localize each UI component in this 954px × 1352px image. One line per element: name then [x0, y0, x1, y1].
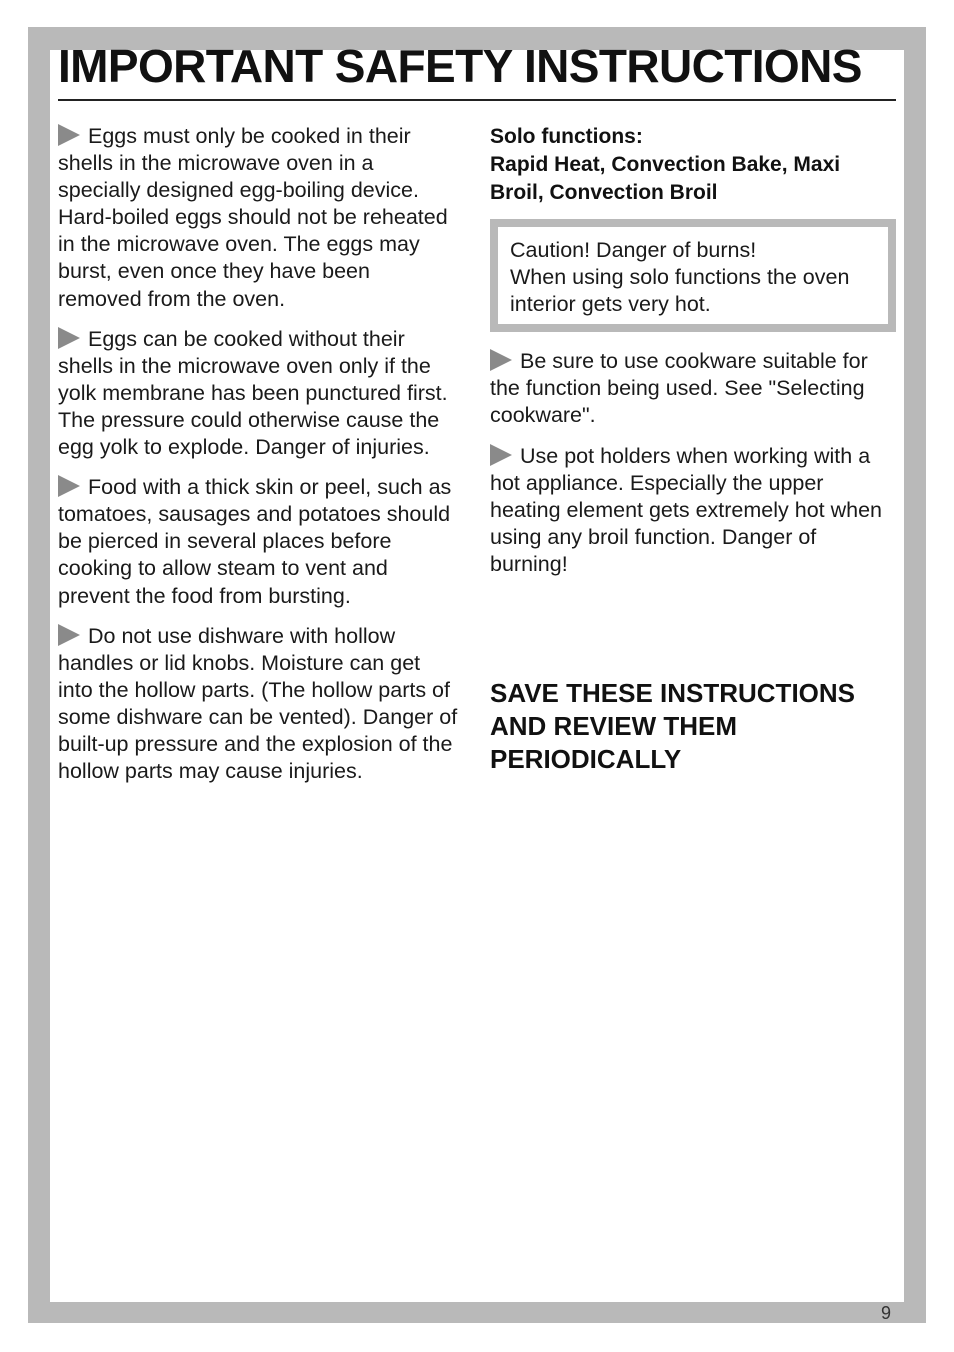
instruction-item — [58, 326, 458, 461]
instruction-item — [490, 443, 896, 578]
solo-functions-list: Rapid Heat, Convection Bake, Maxi Broil, Convection Broil — [490, 153, 841, 204]
triangle-right-icon — [490, 349, 512, 371]
instruction-text: Eggs can be cooked without their shells in the microwave oven only if the yolk membrane has been punctured first. The pressure could otherwise cause the egg yolk to explode. Danger of injuries. — [58, 326, 448, 460]
instruction-text: Do not use dishware with hollow handles or lid knobs. Moisture can get into the hollow parts. (The hollow parts of some dishware can be vented). Danger of built-up pressure and the explosion of the hollow parts may cause injuries. — [58, 623, 458, 784]
triangle-right-icon — [58, 475, 80, 497]
instruction-text: Be sure to use cookware suitable for the function being used. See "Selecting cookware". — [490, 349, 868, 428]
caution-text: When using solo functions the oven interior gets very hot. — [510, 265, 850, 317]
instruction-text: Food with a thick skin or peel, such as tomatoes, sausages and potatoes should be pierced in several places before cooking to allow steam to vent and prevent the food from bursting. — [58, 475, 452, 608]
triangle-right-icon — [490, 444, 512, 466]
instruction-item — [58, 123, 458, 313]
solo-functions-heading — [490, 123, 896, 207]
page-number: 9 — [881, 1303, 892, 1323]
instruction-item — [490, 348, 896, 429]
instruction-item — [58, 474, 458, 609]
save-instructions-notice: SAVE THESE INSTRUCTIONS AND REVIEW THEM PERIODICALLY — [490, 678, 856, 774]
title-divider — [58, 99, 896, 101]
instruction-item — [58, 623, 458, 786]
left-column — [58, 123, 458, 798]
solo-functions-label: Solo functions: — [490, 125, 643, 148]
caution-box — [490, 219, 896, 332]
triangle-right-icon — [58, 624, 80, 646]
caution-title: Caution! Danger of burns! — [510, 238, 757, 262]
triangle-right-icon — [58, 124, 80, 146]
instruction-text: Use pot holders when working with a hot appliance. Especially the upper heating element gets extremely hot when using any broil function. Danger of burning! — [490, 443, 883, 576]
right-column — [490, 123, 896, 591]
triangle-right-icon — [58, 327, 80, 349]
page-title: IMPORTANT SAFETY INSTRUCTIONS — [58, 40, 862, 92]
instruction-text: Eggs must only be cooked in their shells in the microwave oven in a specially designed egg-boiling device. Hard-boiled eggs should not be reheated in the microwave oven. The eggs may burst, even once they have been removed from the oven. — [58, 124, 448, 311]
